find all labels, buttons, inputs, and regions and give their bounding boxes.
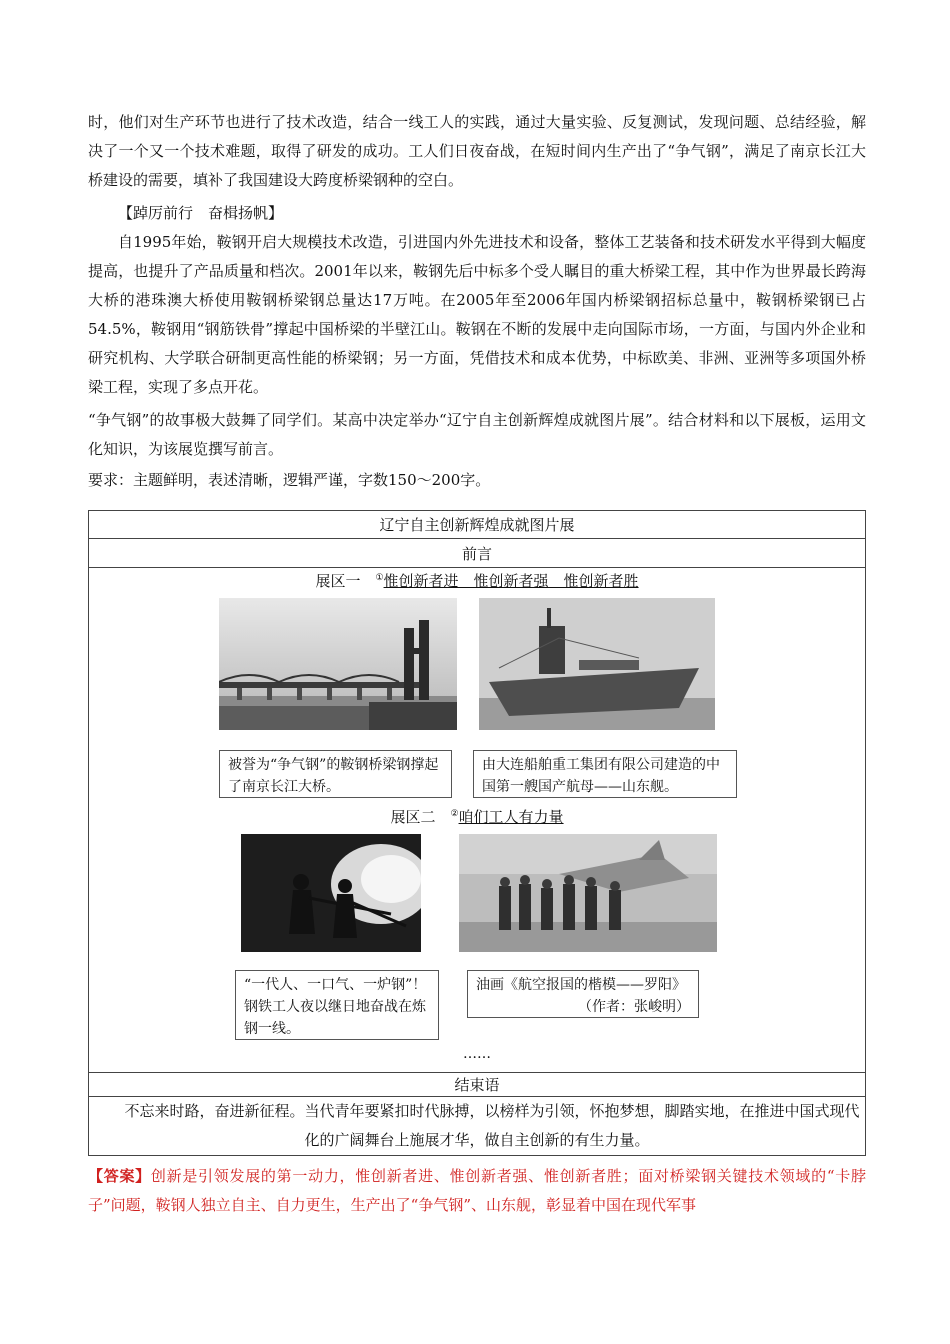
section-paragraph: 自1995年始，鞍钢开启大规模技术改造，引进国内外先进技术和设备，整体工艺装备和技术研发水平得到大幅度提高，也提升了产品质量和档次。2001年以来，鞍钢先后中标多个受人瞩目的重大桥梁工程，其中作为世界最长跨海大桥的港珠澳大桥使用鞍钢桥梁钢总量达17万吨。在2005年至2006年国内桥梁钢招标总量中，鞍钢桥梁钢已占54.5%，鞍钢用“钢筋铁骨”撑起中国桥梁的半壁江山。鞍钢在不断的发展中走向国际市场，一方面，与国内外企业和研究机构、大学联合研制更高性能的桥梁钢；另一方面，凭借技术和成本优势，中标欧美、非洲、亚洲等多项国外桥梁工程，实现了多点开花。 <box>88 233 866 396</box>
closing-label: 结束语 <box>89 1073 866 1097</box>
painting-photo <box>459 834 717 952</box>
steelworker-photo <box>241 834 421 952</box>
painting-title: 油画《航空报国的楷模——罗阳》 <box>476 977 686 993</box>
closing-text-cell <box>89 1097 866 1156</box>
zone1-caption-right: 由大连船舶重工集团有限公司建造的中国第一艘国产航母——山东舰。 <box>473 750 737 798</box>
bridge-photo <box>219 598 457 730</box>
zone2-heading <box>89 806 865 827</box>
requirement-line: 要求：主题鲜明，表述清晰，逻辑严谨，字数150～200字。 <box>88 471 491 489</box>
zone1-label: 展区一 <box>315 572 361 590</box>
painting-image <box>459 834 717 952</box>
zone1-slogan: 惟创新者进 惟创新者强 惟创新者胜 <box>383 572 639 590</box>
zone1-caption-left: 被誉为“争气钢”的鞍钢桥梁钢撑起了南京长江大桥。 <box>219 750 452 798</box>
carrier-image <box>479 598 715 730</box>
zone2-marker: ② <box>450 809 459 819</box>
answer-tag: 【答案】 <box>88 1167 151 1185</box>
carrier-photo <box>479 598 715 730</box>
task-paragraph: “争气钢”的故事极大鼓舞了同学们。某高中决定举办“辽宁自主创新辉煌成就图片展”。结合材料和以下展板，运用文化知识，为该展览撰写前言。 <box>88 411 866 458</box>
zones-cell <box>89 568 866 1073</box>
intro-paragraph: 时，他们对生产环节也进行了技术改造，结合一线工人的实践，通过大量实验、反复测试，发现问题、总结经验，解决了一个又一个技术难题，取得了研发的成功。工人们日夜奋战，在短时间内生产出了“争气钢”，满足了南京长江大桥建设的需要，填补了我国建设大跨度桥梁钢种的空白。 <box>88 113 866 189</box>
section-heading: 【踔厉前行 奋楫扬帆】 <box>118 204 284 222</box>
zone2-slogan: 咱们工人有力量 <box>458 808 564 826</box>
document-body <box>88 108 866 495</box>
exhibit-board-table <box>88 510 866 1156</box>
exhibit-ellipsis: …… <box>463 1046 491 1062</box>
painting-author: （作者：张峻明） <box>578 999 690 1015</box>
exhibit-title: 辽宁自主创新辉煌成就图片展 <box>89 511 866 539</box>
zone2-caption-right <box>467 970 699 1018</box>
bridge-image <box>219 598 457 730</box>
zone1-heading <box>89 570 865 591</box>
preface-label: 前言 <box>89 539 866 568</box>
zone1-marker: ① <box>375 573 384 583</box>
answer-block <box>88 1162 866 1220</box>
steelworker-image <box>241 834 421 952</box>
closing-text: 不忘来时路，奋进新征程。当代青年要紧扣时代脉搏，以榜样为引领，怀抱梦想，脚踏实地，在推进中国式现代化的广阔舞台上施展才华，做自主创新的有生力量。 <box>124 1102 860 1149</box>
zone2-caption-left: “一代人、一口气、一炉钢”！钢铁工人夜以继日地奋战在炼钢一线。 <box>235 970 439 1040</box>
zone2-label: 展区二 <box>390 808 436 826</box>
answer-text: 创新是引领发展的第一动力，惟创新者进、惟创新者强、惟创新者胜；面对桥梁钢关键技术领域的“卡脖子”问题，鞍钢人独立自主、自力更生，生产出了“争气钢”、山东舰，彰显着中国在现代军事 <box>88 1167 866 1214</box>
